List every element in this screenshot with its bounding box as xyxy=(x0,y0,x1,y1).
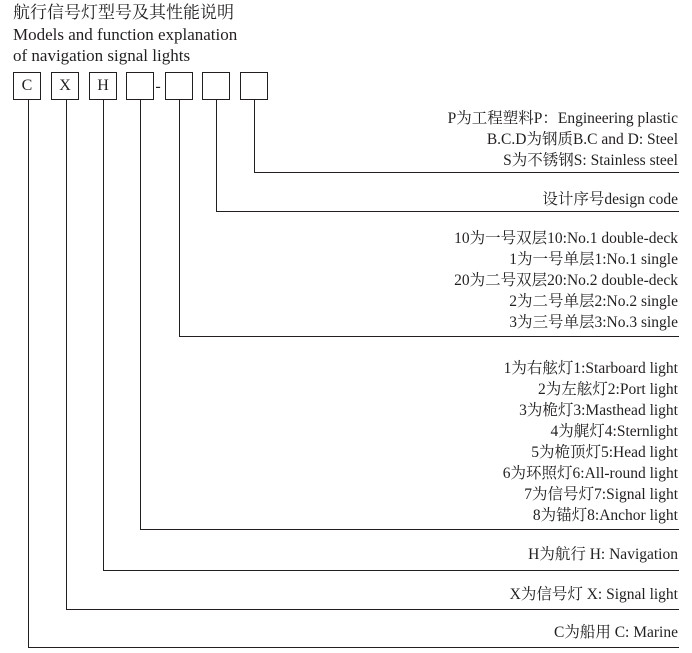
light-label-signal: 7为信号灯7:Signal light xyxy=(524,486,678,503)
title-chinese: 航行信号灯型号及其性能说明 xyxy=(13,3,234,22)
title-english-line2: of navigation signal lights xyxy=(13,46,191,65)
code-box-x: X xyxy=(51,72,79,100)
light-label-port: 2为左舷灯2:Port light xyxy=(538,381,678,398)
material-label-plastic: P为工程塑料P：Engineering plastic xyxy=(447,110,678,127)
code-box-h: H xyxy=(89,72,117,100)
separator-dash: - xyxy=(155,78,161,95)
light-label-starboard: 1为右舷灯1:Starboard light xyxy=(503,360,678,377)
code-box-deck xyxy=(165,72,193,100)
material-label-steel: B.C.D为钢质B.C and D: Steel xyxy=(486,131,678,148)
code-box-design xyxy=(202,72,230,100)
navigation-label: H为航行 H: Navigation xyxy=(528,546,678,563)
deck-label-no2-single: 2为二号单层2:No.2 single xyxy=(509,293,678,310)
deck-label-no1-double: 10为一号双层10:No.1 double-deck xyxy=(454,230,678,247)
light-label-anchor: 8为锚灯8:Anchor light xyxy=(532,507,678,524)
code-box-light-type xyxy=(126,72,154,100)
code-box-material xyxy=(240,72,268,100)
deck-label-no1-single: 1为一号单层1:No.1 single xyxy=(509,251,678,268)
deck-label-no2-double: 20为二号双层20:No.2 double-deck xyxy=(454,272,678,289)
deck-label-no3-single: 3为三号单层3:No.3 single xyxy=(509,314,678,331)
signal-light-label: X为信号灯 X: Signal light xyxy=(509,586,678,603)
title-english-line1: Models and function explanation xyxy=(13,25,238,44)
light-label-all-round: 6为环照灯6:All-round light xyxy=(502,465,678,482)
light-label-head: 5为桅顶灯5:Head light xyxy=(531,444,678,461)
light-label-stern: 4为艉灯4:Sternlight xyxy=(550,423,678,440)
material-label-stainless: S为不锈钢S: Stainless steel xyxy=(503,152,678,169)
code-box-c: C xyxy=(13,72,41,100)
light-label-masthead: 3为桅灯3:Masthead light xyxy=(519,402,678,419)
marine-label: C为船用 C: Marine xyxy=(554,624,678,641)
design-code-label: 设计序号design code xyxy=(542,191,678,208)
